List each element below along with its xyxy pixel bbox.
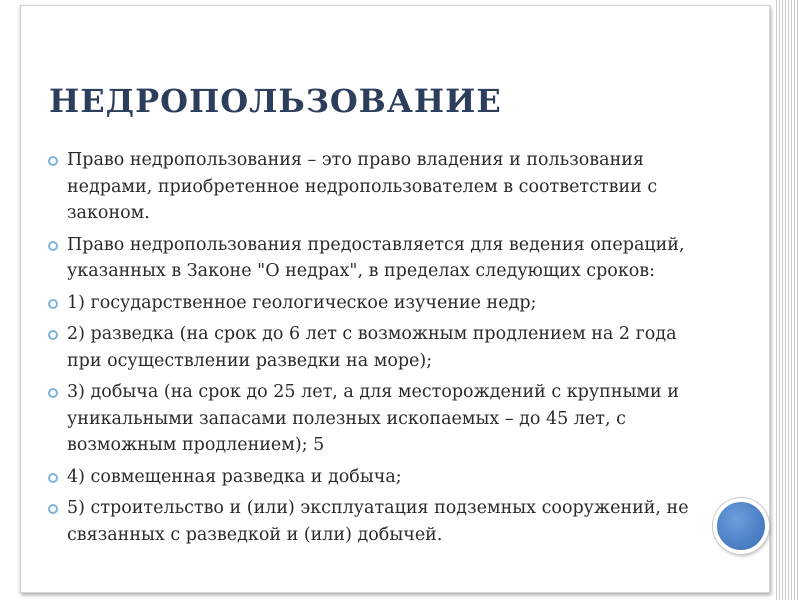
bullet-list <box>45 147 695 553</box>
bullet-text: Право недропользования – это право владения и пользования недрами, приобретенное недропользователем в соответствии с законом. <box>67 150 658 223</box>
bullet-item <box>45 464 695 491</box>
bullet-item <box>45 290 695 317</box>
bullet-item <box>45 379 695 459</box>
ring-bullet-icon <box>48 241 58 251</box>
ring-bullet-icon <box>48 156 58 166</box>
ring-bullet-icon <box>48 388 58 398</box>
side-stripe-decoration <box>776 0 800 600</box>
bullet-text: 5) строительство и (или) эксплуатация подземных сооружений, не связанных с разведкой и (или) добычей. <box>67 498 689 545</box>
bullet-item <box>45 495 695 548</box>
bullet-text: 1) государственное геологическое изучение недр; <box>67 292 537 313</box>
ring-bullet-icon <box>48 504 58 514</box>
ring-bullet-icon <box>48 473 58 483</box>
bullet-text: 3) добыча (на срок до 25 лет, а для месторождений с крупными и уникальными запасами полезных ископаемых – до 45 лет, с возможным продлением); 5 <box>67 382 679 455</box>
slide-title: НЕДРОПОЛЬЗОВАНИЕ <box>49 82 502 120</box>
blue-circle-icon <box>713 498 769 554</box>
bullet-item <box>45 232 695 285</box>
bullet-item <box>45 147 695 227</box>
bullet-text: Право недропользования предоставляется для ведения операций, указанных в Законе "О недрах", в пределах следующих сроков: <box>67 234 685 281</box>
ring-bullet-icon <box>48 299 58 309</box>
bullet-text: 4) совмещенная разведка и добыча; <box>67 466 402 487</box>
bullet-text: 2) разведка (на срок до 6 лет с возможным продлением на 2 года при осуществлении разведки на море); <box>67 324 677 371</box>
ring-bullet-icon <box>48 330 58 340</box>
bullet-item <box>45 321 695 374</box>
